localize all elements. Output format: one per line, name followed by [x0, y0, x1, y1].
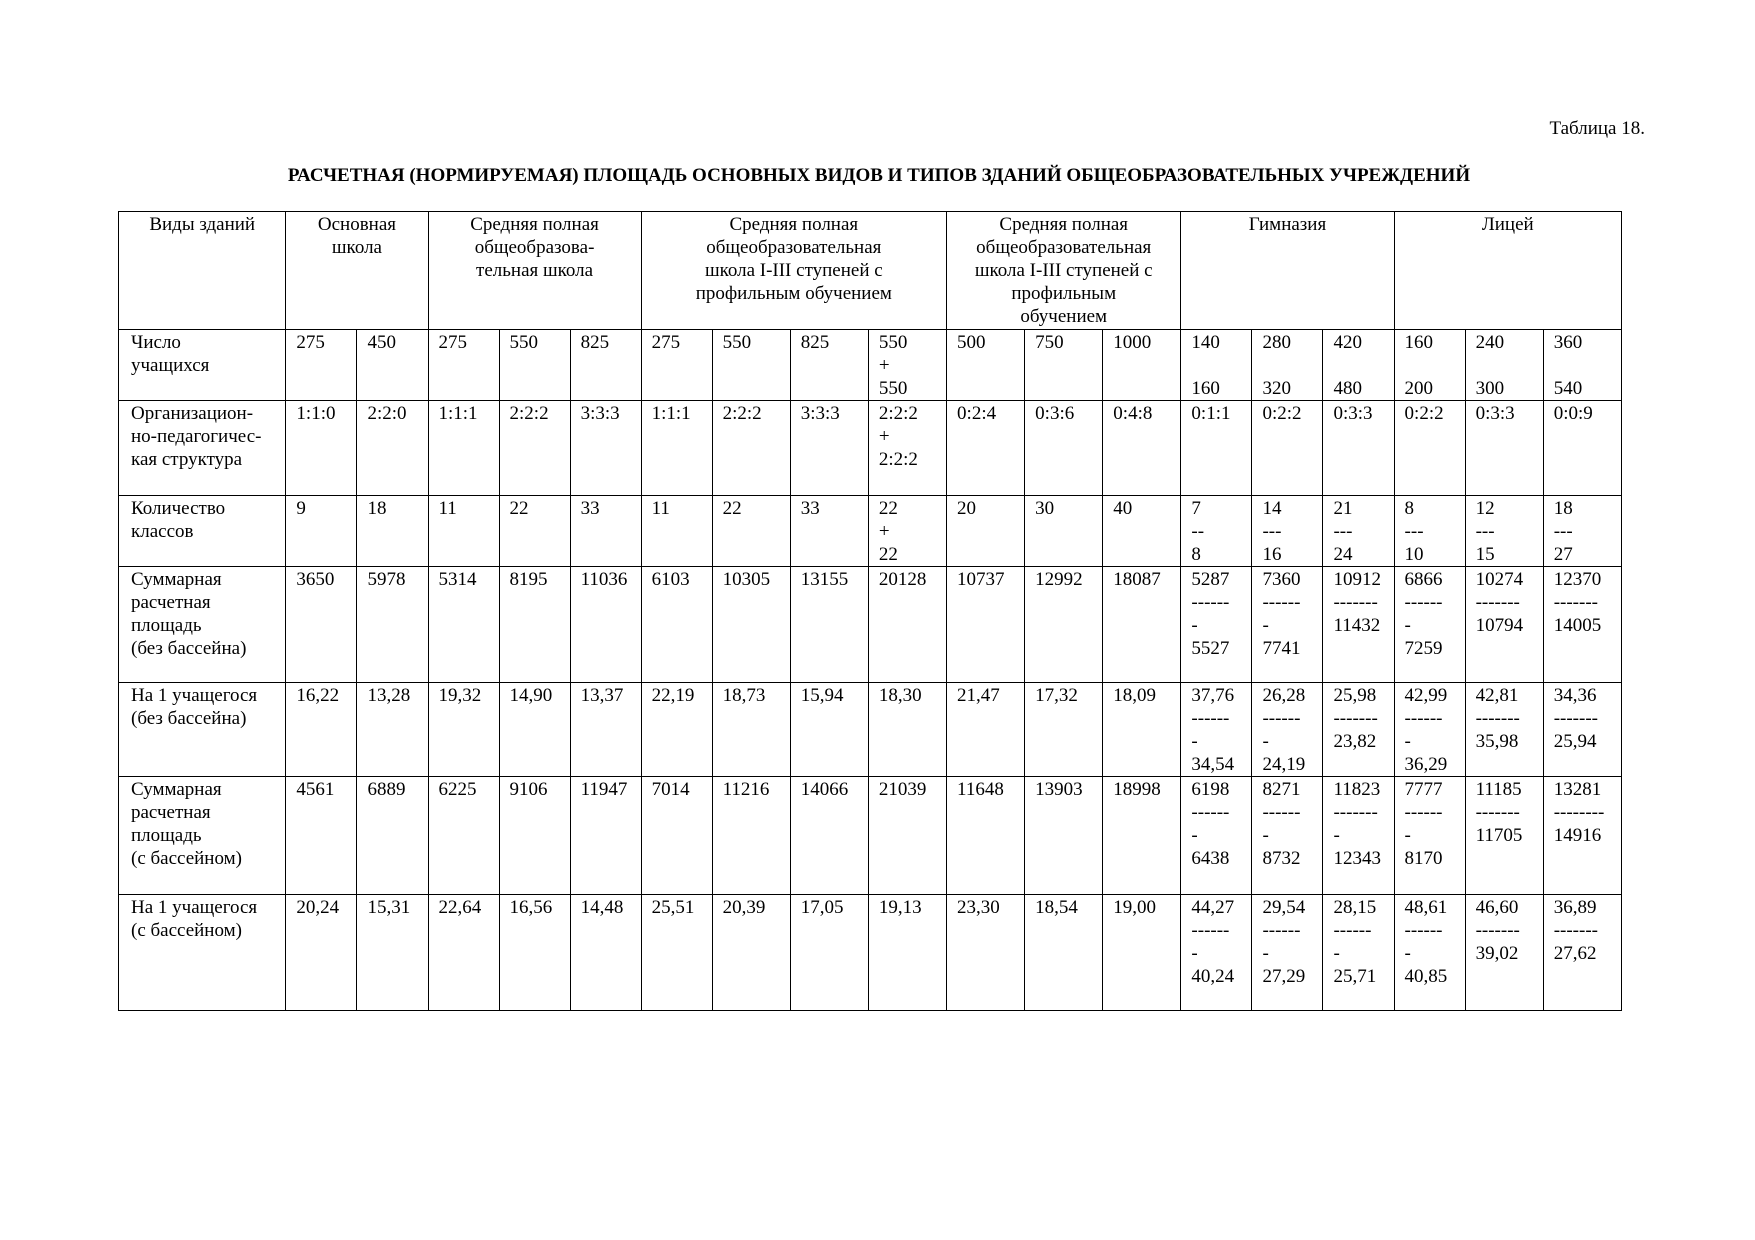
row-label: Число учащихся — [119, 330, 286, 401]
row-label: Количество классов — [119, 496, 286, 567]
table-cell: 2:2:0 — [357, 401, 428, 496]
table-row — [119, 567, 1622, 683]
table-cell: 160 200 — [1394, 330, 1465, 401]
table-cell: 275 — [286, 330, 357, 401]
table-cell: 825 — [570, 330, 641, 401]
table-cell: 10305 — [712, 567, 790, 683]
area-table — [118, 211, 1622, 1011]
table-cell: 29,54 ------ - 27,29 — [1252, 895, 1323, 1011]
table-cell: 18,09 — [1103, 683, 1181, 777]
table-cell: 19,32 — [428, 683, 499, 777]
table-cell: 550 — [499, 330, 570, 401]
table-cell: 19,00 — [1103, 895, 1181, 1011]
table-cell: 0:3:3 — [1323, 401, 1394, 496]
table-cell: 275 — [428, 330, 499, 401]
table-cell: 18 — [357, 496, 428, 567]
table-cell: 5287 ------ - 5527 — [1181, 567, 1252, 683]
table-cell: 22,64 — [428, 895, 499, 1011]
table-cell: 22 + 22 — [868, 496, 946, 567]
table-cell: 48,61 ------ - 40,85 — [1394, 895, 1465, 1011]
table-cell: 28,15 ------ - 25,71 — [1323, 895, 1394, 1011]
table-cell: 7360 ------ - 7741 — [1252, 567, 1323, 683]
table-cell: 4561 — [286, 777, 357, 895]
table-cell: 0:4:8 — [1103, 401, 1181, 496]
table-cell: 23,30 — [947, 895, 1025, 1011]
table-row — [119, 401, 1622, 496]
header-secondary-school: Средняя полная общеобразова- тельная школа — [428, 212, 641, 330]
table-cell: 18,54 — [1025, 895, 1103, 1011]
table-cell: 13281 -------- 14916 — [1543, 777, 1621, 895]
table-cell: 11216 — [712, 777, 790, 895]
table-cell: 3650 — [286, 567, 357, 683]
table-cell: 275 — [641, 330, 712, 401]
row-label: На 1 учащегося (без бассейна) — [119, 683, 286, 777]
table-cell: 0:1:1 — [1181, 401, 1252, 496]
header-row — [119, 212, 1622, 330]
table-cell: 40 — [1103, 496, 1181, 567]
header-lyceum: Лицей — [1394, 212, 1621, 330]
header-secondary-profile-2: Средняя полная общеобразовательная школа I-III ступеней с профильным обучением — [947, 212, 1181, 330]
table-cell: 20 — [947, 496, 1025, 567]
table-title: РАСЧЕТНАЯ (НОРМИРУЕМАЯ) ПЛОЩАДЬ ОСНОВНЫХ ВИДОВ И ТИПОВ ЗДАНИЙ ОБЩЕОБРАЗОВАТЕЛЬНЫХ УЧРЕЖДЕНИЙ — [287, 165, 1471, 186]
table-cell: 10274 ------- 10794 — [1465, 567, 1543, 683]
table-cell: 20,24 — [286, 895, 357, 1011]
header-basic-school: Основная школа — [286, 212, 428, 330]
row-label: На 1 учащегося (с бассейном) — [119, 895, 286, 1011]
table-row — [119, 895, 1622, 1011]
table-cell: 8 --- 10 — [1394, 496, 1465, 567]
table-cell: 8195 — [499, 567, 570, 683]
table-cell: 16,22 — [286, 683, 357, 777]
table-cell: 825 — [790, 330, 868, 401]
table-cell: 0:0:9 — [1543, 401, 1621, 496]
table-cell: 19,13 — [868, 895, 946, 1011]
table-cell: 14,48 — [570, 895, 641, 1011]
table-cell: 12370 ------- 14005 — [1543, 567, 1621, 683]
table-cell: 11036 — [570, 567, 641, 683]
table-cell: 11648 — [947, 777, 1025, 895]
table-cell: 11823 ------- - 12343 — [1323, 777, 1394, 895]
table-cell: 6198 ------ - 6438 — [1181, 777, 1252, 895]
row-label: Суммарная расчетная площадь (с бассейном) — [119, 777, 286, 895]
table-cell: 360 540 — [1543, 330, 1621, 401]
table-cell: 12992 — [1025, 567, 1103, 683]
table-cell: 30 — [1025, 496, 1103, 567]
table-cell: 0:2:4 — [947, 401, 1025, 496]
table-cell: 11 — [428, 496, 499, 567]
table-cell: 0:3:3 — [1465, 401, 1543, 496]
table-cell: 21,47 — [947, 683, 1025, 777]
table-cell: 140 160 — [1181, 330, 1252, 401]
table-cell: 18,73 — [712, 683, 790, 777]
table-cell: 2:2:2 — [499, 401, 570, 496]
table-row — [119, 496, 1622, 567]
table-cell: 20128 — [868, 567, 946, 683]
table-cell: 22 — [499, 496, 570, 567]
table-cell: 22 — [712, 496, 790, 567]
table-cell: 42,81 ------- 35,98 — [1465, 683, 1543, 777]
table-cell: 500 — [947, 330, 1025, 401]
table-cell: 15,31 — [357, 895, 428, 1011]
header-gymnasium: Гимназия — [1181, 212, 1394, 330]
table-row — [119, 330, 1622, 401]
table-cell: 25,51 — [641, 895, 712, 1011]
row-label: Организацион- но-педагогичес- кая структура — [119, 401, 286, 496]
table-cell: 2:2:2 + 2:2:2 — [868, 401, 946, 496]
table-cell: 13,28 — [357, 683, 428, 777]
table-cell: 18087 — [1103, 567, 1181, 683]
table-cell: 1:1:0 — [286, 401, 357, 496]
table-cell: 7014 — [641, 777, 712, 895]
table-cell: 34,36 ------- 25,94 — [1543, 683, 1621, 777]
table-row — [119, 683, 1622, 777]
table-row — [119, 777, 1622, 895]
table-cell: 11185 ------- 11705 — [1465, 777, 1543, 895]
table-number: Таблица 18. — [1549, 118, 1645, 139]
table-cell: 9 — [286, 496, 357, 567]
table-cell: 14 --- 16 — [1252, 496, 1323, 567]
table-cell: 14066 — [790, 777, 868, 895]
table-cell: 26,28 ------ - 24,19 — [1252, 683, 1323, 777]
table-cell: 33 — [570, 496, 641, 567]
table-cell: 21 --- 24 — [1323, 496, 1394, 567]
table-cell: 13903 — [1025, 777, 1103, 895]
table-cell: 21039 — [868, 777, 946, 895]
table-cell: 1:1:1 — [641, 401, 712, 496]
table-cell: 5314 — [428, 567, 499, 683]
table-cell: 240 300 — [1465, 330, 1543, 401]
table-cell: 6225 — [428, 777, 499, 895]
table-cell: 0:3:6 — [1025, 401, 1103, 496]
table-cell: 8271 ------ - 8732 — [1252, 777, 1323, 895]
table-cell: 2:2:2 — [712, 401, 790, 496]
table-cell: 280 320 — [1252, 330, 1323, 401]
table-cell: 11 — [641, 496, 712, 567]
table-cell: 16,56 — [499, 895, 570, 1011]
table-cell: 0:2:2 — [1394, 401, 1465, 496]
table-cell: 46,60 ------- 39,02 — [1465, 895, 1543, 1011]
table-cell: 25,98 ------- 23,82 — [1323, 683, 1394, 777]
table-cell: 22,19 — [641, 683, 712, 777]
header-secondary-profile-1: Средняя полная общеобразовательная школа I-III ступеней с профильным обучением — [641, 212, 946, 330]
table-cell: 1:1:1 — [428, 401, 499, 496]
table-cell: 7777 ------ - 8170 — [1394, 777, 1465, 895]
table-cell: 7 -- 8 — [1181, 496, 1252, 567]
table-cell: 37,76 ------ - 34,54 — [1181, 683, 1252, 777]
table-cell: 33 — [790, 496, 868, 567]
table-cell: 18998 — [1103, 777, 1181, 895]
table-cell: 3:3:3 — [570, 401, 641, 496]
table-cell: 550 — [712, 330, 790, 401]
table-cell: 18 --- 27 — [1543, 496, 1621, 567]
table-cell: 13155 — [790, 567, 868, 683]
table-cell: 550 + 550 — [868, 330, 946, 401]
table-cell: 10737 — [947, 567, 1025, 683]
table-cell: 20,39 — [712, 895, 790, 1011]
table-cell: 15,94 — [790, 683, 868, 777]
table-cell: 3:3:3 — [790, 401, 868, 496]
table-cell: 42,99 ------ - 36,29 — [1394, 683, 1465, 777]
table-cell: 18,30 — [868, 683, 946, 777]
table-cell: 5978 — [357, 567, 428, 683]
table-cell: 13,37 — [570, 683, 641, 777]
table-cell: 10912 ------- 11432 — [1323, 567, 1394, 683]
table-cell: 6103 — [641, 567, 712, 683]
table-cell: 750 — [1025, 330, 1103, 401]
table-cell: 11947 — [570, 777, 641, 895]
row-label: Суммарная расчетная площадь (без бассейна) — [119, 567, 286, 683]
table-cell: 450 — [357, 330, 428, 401]
table-cell: 12 --- 15 — [1465, 496, 1543, 567]
table-cell: 420 480 — [1323, 330, 1394, 401]
table-cell: 14,90 — [499, 683, 570, 777]
table-cell: 9106 — [499, 777, 570, 895]
table-cell: 44,27 ------ - 40,24 — [1181, 895, 1252, 1011]
header-types: Виды зданий — [119, 212, 286, 330]
table-cell: 17,05 — [790, 895, 868, 1011]
table-cell: 6889 — [357, 777, 428, 895]
table-cell: 1000 — [1103, 330, 1181, 401]
table-cell: 6866 ------ - 7259 — [1394, 567, 1465, 683]
table-cell: 36,89 ------- 27,62 — [1543, 895, 1621, 1011]
table-cell: 0:2:2 — [1252, 401, 1323, 496]
table-cell: 17,32 — [1025, 683, 1103, 777]
